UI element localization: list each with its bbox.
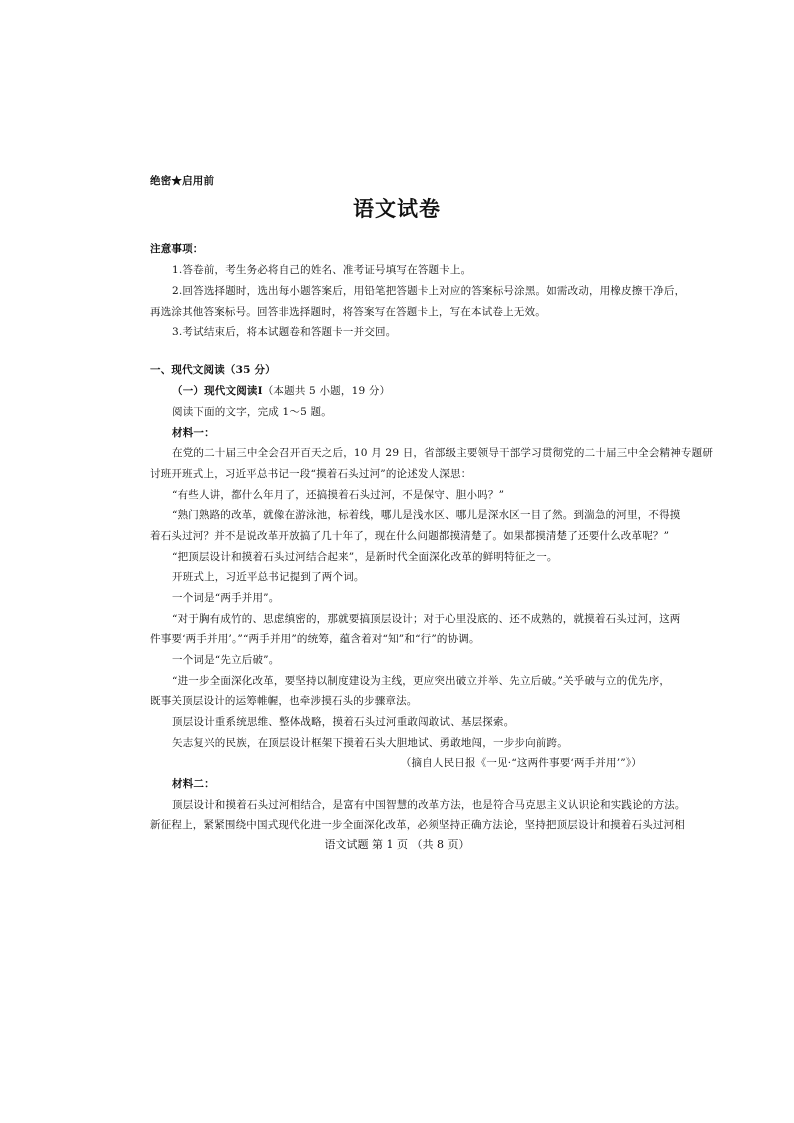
section-heading: 一、现代文阅读（35 分） (150, 364, 276, 376)
paragraph-10: 顶层设计重系统思维、整体战略，摸着石头过河重敢闯敢试、基层探索。 (172, 716, 515, 728)
paragraph-2: “有些人讲，都什么年月了，还搞摸着石头过河，不是保守、胆小吗？” (172, 489, 505, 501)
paragraph-3-line-2: 着石头过河？并不是说改革开放搞了几十年了，现在什么问题都摸清楚了。如果都摸清楚了还要什么改革呢？” (150, 530, 670, 542)
sub-section-heading (172, 384, 390, 398)
sub-section-note: （本题共 5 小题，19 分） (262, 385, 391, 397)
page-title: 语文试卷 (353, 196, 441, 221)
material-2-line-1: 顶层设计和摸着石头过河相结合，是富有中国智慧的改革方法，也是符合马克思主义认识论和实践论的方法。 (172, 799, 686, 811)
paragraph-3-line-1: “熟门熟路的改革，就像在游泳池，标着线，哪儿是浅水区、哪儿是深水区一目了然。到湍急的河里，不得摸 (172, 509, 681, 521)
paragraph-6: 一个词是“两手并用”。 (172, 592, 280, 604)
material-1-label: 材料一： (172, 427, 215, 439)
paragraph-4: “把顶层设计和摸着石头过河结合起来”，是新时代全面深化改革的鲜明特征之一。 (172, 551, 558, 563)
source-citation: （摘自人民日报《一见·“这两件事要‘两手并用’”》） (400, 757, 642, 769)
paragraph-8: 一个词是“先立后破”。 (172, 654, 280, 666)
paragraph-11: 矢志复兴的民族，在顶层设计框架下摸着石头大胆地试、勇敢地闯，一步步向前跨。 (172, 737, 568, 749)
secret-mark: 绝密★启用前 (150, 175, 215, 187)
instruction: 阅读下面的文字，完成 1～5 题。 (172, 406, 332, 418)
paragraph-5: 开班式上，习近平总书记提到了两个词。 (172, 571, 365, 583)
sub-section-title: （一）现代文阅读Ⅰ (172, 385, 263, 397)
paragraph-9-line-2: 既事关顶层设计的运筹帷幄，也牵涉摸石头的步骤章法。 (150, 695, 418, 707)
material-2-label: 材料二： (172, 778, 215, 790)
notice-item-1: 1.答卷前，考生务必将自己的姓名、准考证号填写在答题卡上。 (172, 264, 472, 276)
notice-heading: 注意事项： (150, 243, 204, 255)
paragraph-1-line-1: 在党的二十届三中全会召开百天之后，10 月 29 日，省部级主要领导干部学习贯彻党的二十届三中全会精神专题研 (172, 447, 714, 459)
notice-item-2-line-2: 再选涂其他答案标号。回答非选择题时，将答案写在答题卡上，写在本试卷上无效。 (150, 306, 546, 318)
paragraph-7-line-2: 件事要‘两手并用’。”“两手并用”的统筹，蕴含着对“知”和“行”的协调。 (150, 633, 480, 645)
material-2-line-2: 新征程上，紧紧围绕中国式现代化进一步全面深化改革，必须坚持正确方法论，坚持把顶层设计和摸着石头过河相 (150, 819, 685, 831)
paragraph-9-line-1: “进一步全面深化改革，要坚持以制度建设为主线，更应突出破立并举、先立后破。”关乎破与立的优先序， (172, 675, 671, 687)
page-footer: 语文试题 第 1 页 （共 8 页） (324, 838, 470, 851)
paragraph-7-line-1: “对于胸有成竹的、思虑缜密的，那就要搞顶层设计；对于心里没底的、还不成熟的，就摸着石头过河，这两 (172, 613, 681, 625)
notice-item-2-line-1: 2.回答选择题时，选出每小题答案后，用铅笔把答题卡上对应的答案标号涂黑。如需改动，用橡皮擦干净后， (172, 285, 686, 297)
paragraph-1-line-2: 讨班开班式上，习近平总书记一段“摸着石头过河”的论述发人深思： (150, 468, 472, 480)
notice-item-3: 3.考试结束后，将本试题卷和答题卡一并交回。 (172, 326, 397, 338)
